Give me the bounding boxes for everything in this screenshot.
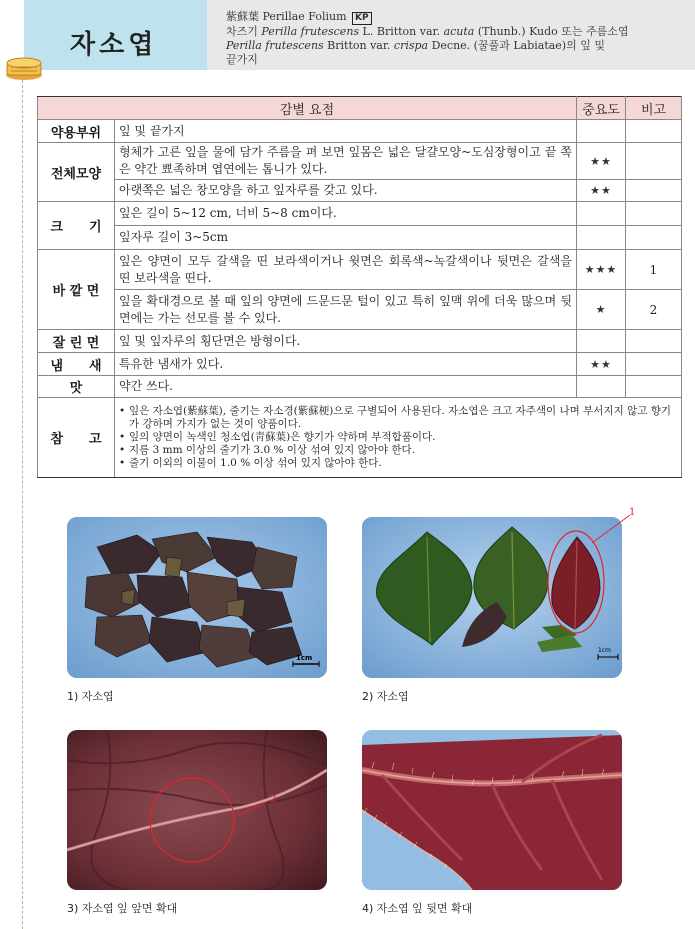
photo-caption: 1) 자소엽: [67, 690, 114, 703]
row-text: 잎 및 잎자루의 횡단면은 방형이다.: [115, 330, 577, 353]
importance-cell: [577, 202, 626, 226]
photo-dried-leaves: [67, 517, 327, 678]
info-text: 끝가지: [226, 53, 258, 66]
scale-label: 1cm: [598, 647, 611, 654]
info-text: Decne. (꿀풀과 Labiatae)의 잎 및: [428, 39, 605, 52]
reference-notes: [115, 398, 682, 478]
col-header-importance: 중요도: [577, 97, 626, 120]
importance-cell: [577, 330, 626, 353]
photo-caption: 2) 자소엽: [362, 690, 409, 703]
row-text: 잎은 길이 5~12 cm, 너비 5~8 cm이다.: [115, 202, 577, 226]
lower-surface-illustration: [362, 730, 622, 890]
row-text: 아랫쪽은 넓은 창모양을 하고 잎자루를 갖고 있다.: [115, 180, 577, 202]
importance-stars: ★★: [577, 143, 626, 180]
photo-caption: 4) 자소엽 잎 뒷면 확대: [362, 902, 473, 915]
reference-item: • 잎은 자소엽(紫蘇葉), 줄기는 자소경(紫蘇梗)으로 구별되어 사용된다. 자소엽은 크고 자주색이 나며 부서지지 않고 향기가 강하며 가지가 없는 것이 양품이다.: [119, 405, 677, 431]
importance-cell: [577, 120, 626, 143]
row-text: 잎자루 길이 3~5cm: [115, 226, 577, 250]
note-cell: [626, 180, 682, 202]
identification-table: [37, 96, 682, 478]
info-text: 차즈기: [226, 25, 262, 38]
row-label: 참 고: [38, 398, 115, 478]
note-cell: [626, 143, 682, 180]
row-text: 특유한 냄새가 있다.: [115, 353, 577, 376]
reference-item: • 잎의 양면이 녹색인 청소엽(靑蘇葉)은 향기가 약하며 부적합품이다.: [119, 431, 677, 444]
row-label: 크 기: [38, 202, 115, 250]
note-cell: [626, 202, 682, 226]
herb-name: 紫蘇葉 Perillae Folium: [226, 10, 347, 23]
row-text: 잎 및 끝가지: [115, 120, 577, 143]
photo-caption: 3) 자소엽 잎 앞면 확대: [67, 902, 178, 915]
note-cell: [626, 330, 682, 353]
info-text: Britton var.: [323, 39, 394, 52]
species-name: Perilla frutescens: [226, 39, 324, 52]
row-label: 냄 새: [38, 353, 115, 376]
row-text: 잎은 양면이 모두 갈색을 띤 보라색이거나 윗면은 회록색~녹갈색이나 뒷면은 갈색을 띤 보라색을 띤다.: [115, 250, 577, 290]
importance-stars: ★★★: [577, 250, 626, 290]
photo-fresh-leaves: [362, 517, 622, 678]
reference-item: • 지름 3 mm 이상의 줄기가 3.0 % 이상 섞여 있지 않아야 한다.: [119, 444, 677, 457]
variety-name: acuta: [443, 25, 475, 38]
note-cell: [626, 120, 682, 143]
upper-surface-illustration: [67, 730, 327, 890]
species-info: [226, 10, 656, 67]
info-text: (Thunb.) Kudo 또는 주름소엽: [474, 25, 629, 38]
scale-label: 1cm: [296, 654, 313, 662]
note-cell: [626, 353, 682, 376]
photo-upper-surface: [67, 730, 327, 890]
row-label: 바 깥 면: [38, 250, 115, 330]
note-value: 2: [626, 290, 682, 330]
row-text: 형체가 고른 잎을 물에 담가 주름을 펴 보면 잎몸은 넓은 달걀모양~도심장형이고 끝 쪽은 약간 뾰족하며 엽연에는 톱니가 있다.: [115, 143, 577, 180]
page-title: 자소엽: [70, 30, 158, 60]
species-name: Perilla frutescens: [261, 25, 360, 38]
importance-stars: ★★: [577, 353, 626, 376]
note-cell: [626, 376, 682, 398]
row-label: 약용부위: [38, 120, 115, 143]
row-text: 잎을 확대경으로 볼 때 잎의 양면에 드문드문 털이 있고 특히 잎맥 위에 더욱 많으며 뒷면에는 가는 선모를 볼 수 있다.: [115, 290, 577, 330]
row-text: 약간 쓰다.: [115, 376, 577, 398]
importance-stars: ★: [577, 290, 626, 330]
row-label: 맛: [38, 376, 115, 398]
row-label: 잘 린 면: [38, 330, 115, 353]
importance-stars: ★★: [577, 180, 626, 202]
col-header-points: 감별 요점: [38, 97, 577, 120]
photo-lower-surface: [362, 730, 622, 890]
binding-dashed-line: [22, 70, 23, 929]
variety-name: crispa: [393, 39, 429, 52]
fresh-leaves-illustration: [362, 517, 622, 678]
row-label: 전체모양: [38, 143, 115, 202]
importance-cell: [577, 376, 626, 398]
herb-bundle-icon: [3, 53, 45, 81]
dried-leaves-illustration: [67, 517, 327, 678]
marker-label: 1: [629, 507, 636, 518]
kp-badge: KP: [352, 12, 372, 25]
note-value: 1: [626, 250, 682, 290]
col-header-note: 비고: [626, 97, 682, 120]
importance-cell: [577, 226, 626, 250]
marker-label: 2: [270, 794, 277, 805]
info-text: L. Britton var.: [359, 25, 444, 38]
reference-item: • 줄기 이외의 이물이 1.0 % 이상 섞여 있지 않아야 한다.: [119, 457, 677, 470]
note-cell: [626, 226, 682, 250]
